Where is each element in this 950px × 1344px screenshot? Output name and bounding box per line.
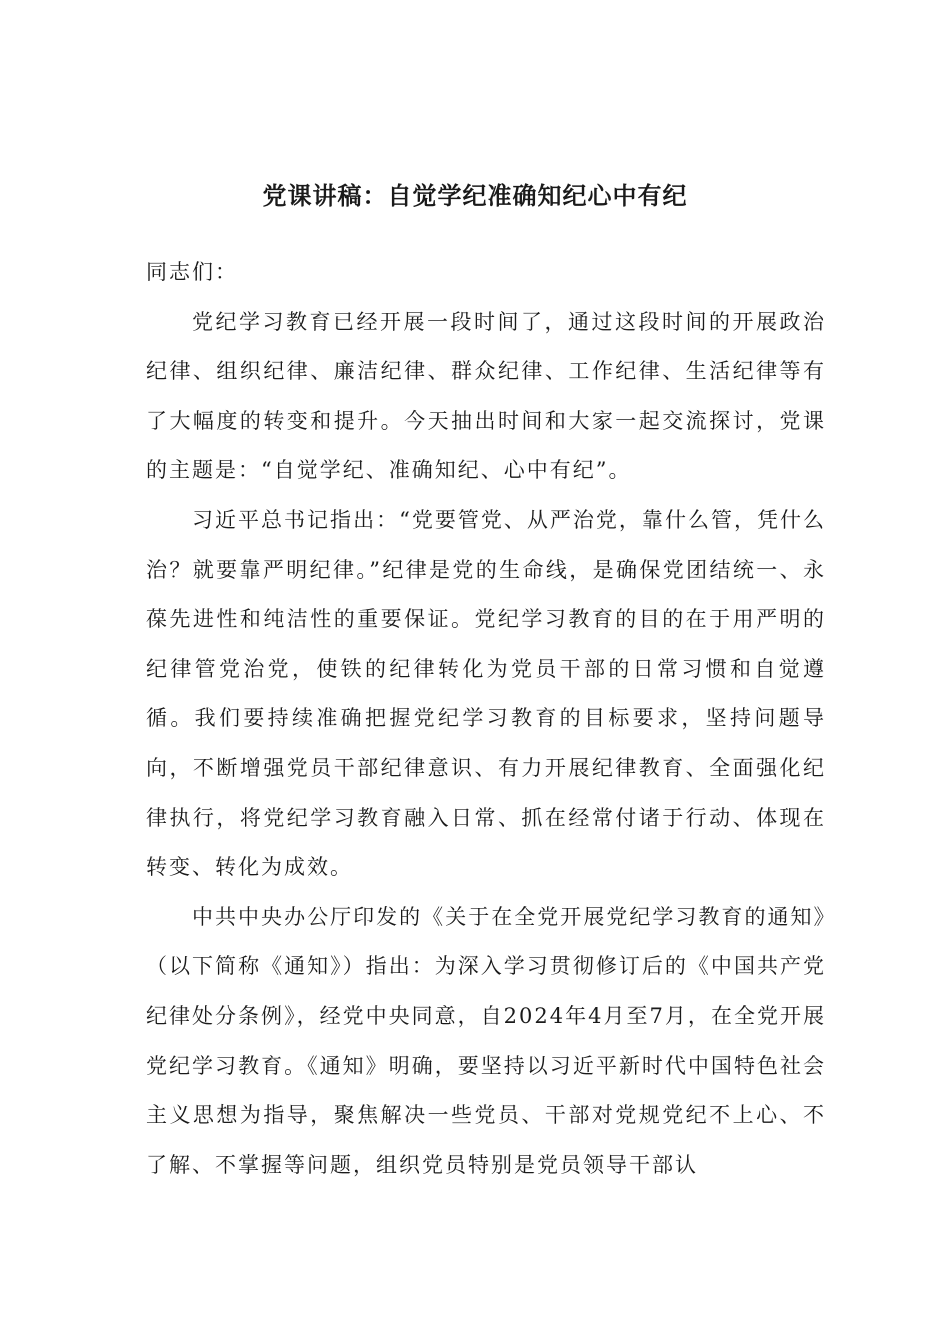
paragraph-3: 中共中央办公厅印发的《关于在全党开展党纪学习教育的通知》（以下简称《通知》）指出：为深入学习贯彻修订后的《中国共产党纪律处分条例》，经党中央同意，自2024年4月至7月，在全党开展党纪学习教育。《通知》明确，要坚持以习近平新时代中国特色社会主义思想为指导，聚焦解决一些党员、干部对党规党纪不上心、不了解、不掌握等问题，组织党员特别是党员领导干部认 bbox=[146, 904, 826, 1177]
document-body bbox=[146, 248, 826, 1190]
greeting: 同志们： bbox=[146, 260, 238, 284]
paragraph-1: 党纪学习教育已经开展一段时间了，通过这段时间的开展政治纪律、组织纪律、廉洁纪律、群众纪律、工作纪律、生活纪律等有了大幅度的转变和提升。今天抽出时间和大家一起交流探讨，党课的主题是：“自觉学纪、准确知纪、心中有纪”。 bbox=[146, 309, 826, 483]
document-title: 党课讲稿：自觉学纪准确知纪心中有纪 bbox=[262, 181, 688, 211]
paragraph-2: 习近平总书记指出：“党要管党、从严治党，靠什么管，凭什么治？就要靠严明纪律。”纪律是党的生命线，是确保党团结统一、永葆先进性和纯洁性的重要保证。党纪学习教育的目的在于用严明的纪律管党治党，使铁的纪律转化为党员干部的日常习惯和自觉遵循。我们要持续准确把握党纪学习教育的目标要求，坚持问题导向，不断增强党员干部纪律意识、有力开展纪律教育、全面强化纪律执行，将党纪学习教育融入日常、抓在经常付诸于行动、体现在转变、转化为成效。 bbox=[146, 507, 826, 880]
